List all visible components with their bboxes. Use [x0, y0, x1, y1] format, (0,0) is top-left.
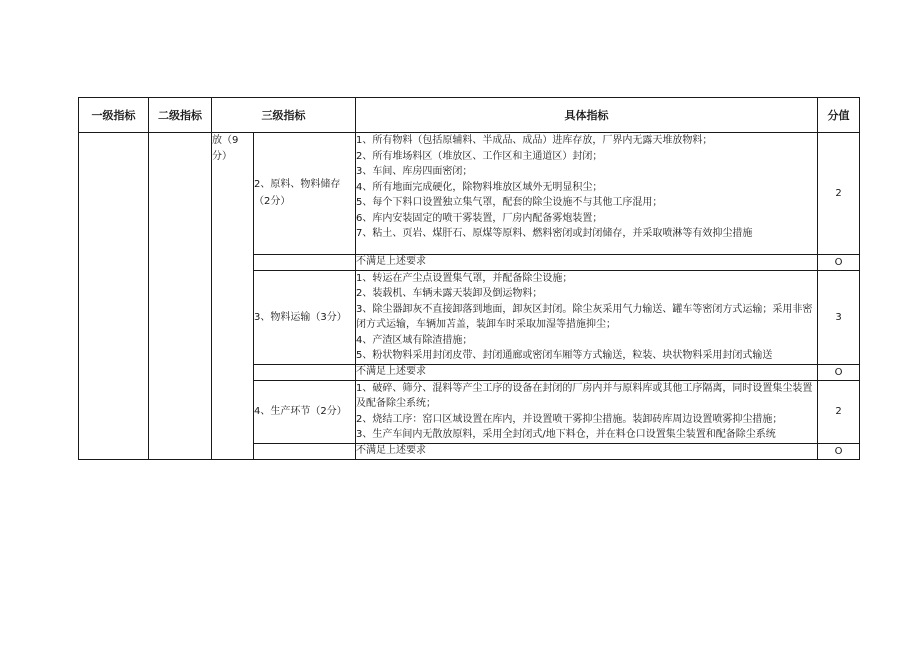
unmet-score: O	[818, 443, 860, 459]
detail-item: 5、每个下料口设置独立集气罩，配套的除尘设施不与其他工序混用；	[356, 197, 663, 208]
level3-blank	[254, 443, 356, 459]
header-level3: 三级指标	[212, 98, 356, 133]
unmet-score: O	[818, 364, 860, 380]
detail-item: 5、粉状物料采用封闭皮带、封闭通廊或密闭车厢等方式输送，粒装、块状物料采用封闭式输送	[356, 350, 773, 361]
section-detail	[356, 270, 818, 364]
detail-item: 3、车间、库房四面密闭；	[356, 166, 473, 177]
section-level3-label: 2、原料、物料储存（2分）	[254, 133, 356, 255]
detail-item: 4、所有地面完成硬化，除物料堆放区域外无明显积尘；	[356, 181, 603, 193]
table-header-row	[79, 98, 860, 133]
detail-item: 1、破碎、筛分、混料等产尘工序的设备在封闭的厂房内并与原料库或其他工序隔离，同时设置集尘装置及配备除尘系统；	[356, 382, 813, 409]
section-detail	[356, 133, 818, 255]
header-score: 分值	[818, 98, 860, 133]
unmet-score: O	[818, 254, 860, 270]
detail-item: 7、粘土、页岩、煤肝石、原煤等原料、燃料密闭或封闭储存，并采取喷淋等有效抑尘措施	[356, 228, 753, 239]
table-row	[79, 133, 860, 255]
header-level1: 一级指标	[79, 98, 149, 133]
detail-item: 2、装载机、车辆未露天装卸及倒运物料；	[356, 288, 543, 299]
level1-cell	[79, 133, 149, 460]
detail-item: 2、烧结工序：窑口区域设置在库内，并设置喷干雾抑尘措施。装卸砖库周边设置喷雾抑尘措施；	[356, 413, 783, 425]
indicator-table	[78, 97, 860, 460]
unmet-label: 不满足上述要求	[356, 443, 818, 459]
section-score: 2	[818, 380, 860, 443]
section-detail	[356, 380, 818, 443]
level3-continued-cell: 放（9分）	[212, 133, 254, 460]
detail-item: 3、生产车间内无散放原料，采用全封闭式/地下料仓，并在料仓口设置集尘装置和配备除尘系统	[356, 429, 776, 440]
level2-cell	[149, 133, 212, 460]
detail-item: 2、所有堆场料区（堆放区、工作区和主通道区）封闭；	[356, 150, 603, 162]
detail-item: 4、产渣区域有除渣措施；	[356, 334, 473, 346]
detail-item: 1、转运在产尘点设置集气罩，并配备除尘设施；	[356, 272, 573, 284]
detail-item: 3、除尘器卸灰不直接卸落到地面，卸灰区封闭。除尘灰采用气力输送、罐车等密闭方式运输；采用非密闭方式运输，车辆加苫盖，装卸车时采取加湿等措施抑尘；	[356, 303, 813, 330]
section-score: 2	[818, 133, 860, 255]
section-level3-label: 3、物料运输（3分）	[254, 270, 356, 364]
detail-item: 1、所有物料（包括原辅料、半成品、成品）进库存放，厂界内无露天堆放物料；	[356, 135, 713, 146]
level3-blank	[254, 364, 356, 380]
unmet-label: 不满足上述要求	[356, 254, 818, 270]
unmet-label: 不满足上述要求	[356, 364, 818, 380]
header-level2: 二级指标	[149, 98, 212, 133]
section-level3-label: 4、生产环节（2分）	[254, 380, 356, 443]
header-detail: 具体指标	[356, 98, 818, 133]
level3-blank	[254, 254, 356, 270]
detail-item: 6、库内安装固定的喷干雾装置，厂房内配备雾炮装置；	[356, 212, 603, 224]
section-score: 3	[818, 270, 860, 364]
